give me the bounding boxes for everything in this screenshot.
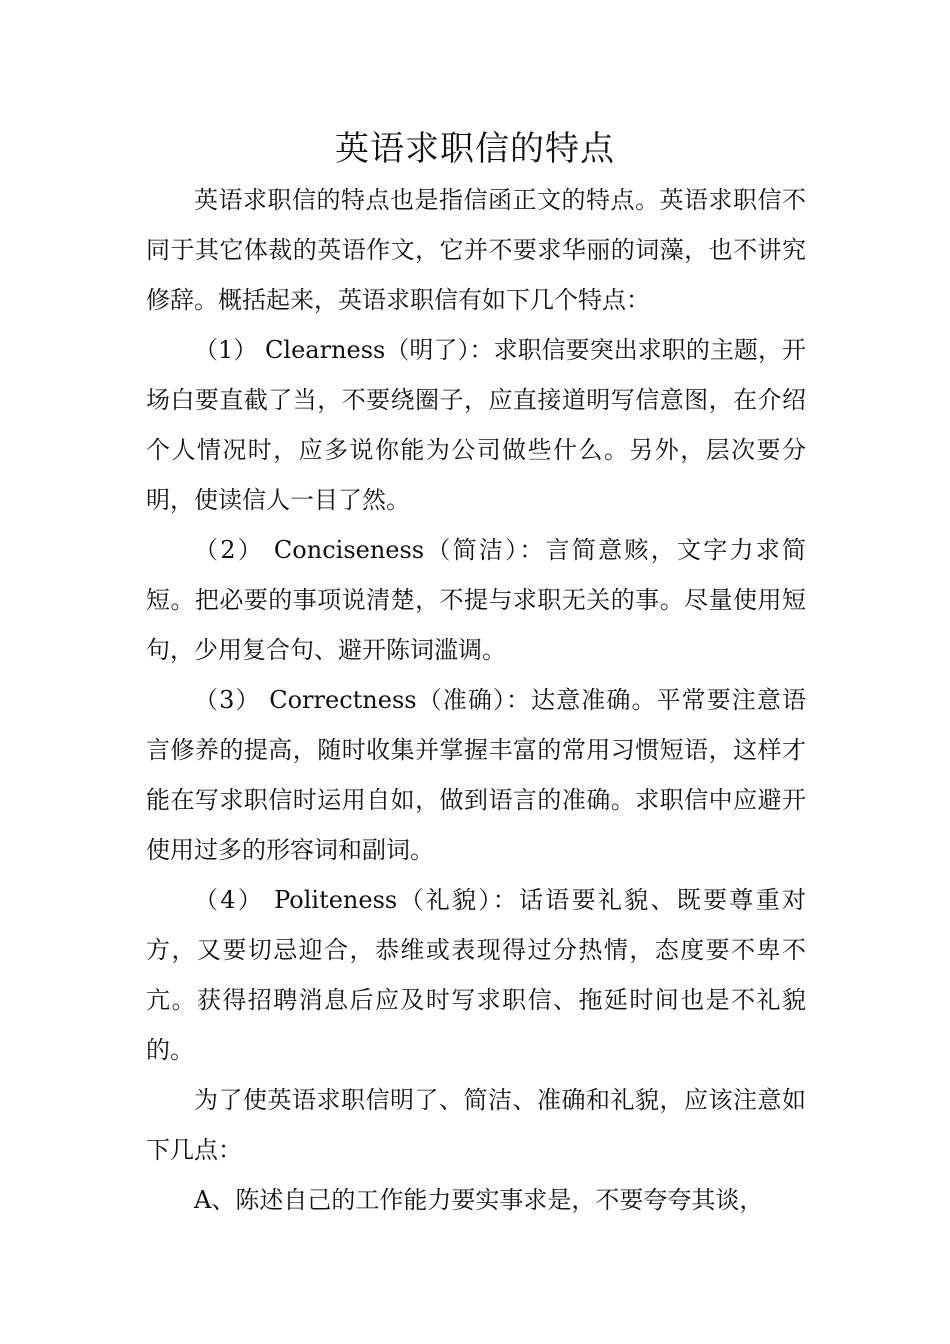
paragraph-correctness: （3） Correctness（准确）：达意准确。平常要注意语言修养的提高，随时收集并掌握丰富的常用习惯短语，这样才能在写求职信时运用自如，做到语言的准确。求职信中应避开使用过多的形容词和副词。 — [146, 686, 806, 864]
document-title: 英语求职信的特点 — [335, 129, 615, 169]
paragraph-tip-a: A、陈述自己的工作能力要实事求是，不要夸夸其谈， — [194, 1186, 764, 1214]
document-body — [146, 175, 806, 1225]
paragraph-intro: 英语求职信的特点也是指信函正文的特点。英语求职信不同于其它体裁的英语作文，它并不要求华丽的词藻，也不讲究修辞。概括起来，英语求职信有如下几个特点： — [146, 186, 806, 314]
paragraph-tips-intro: 为了使英语求职信明了、简洁、准确和礼貌，应该注意如下几点： — [146, 1086, 806, 1164]
paragraph-clearness: （1） Clearness（明了）：求职信要突出求职的主题，开场白要直截了当，不要绕圈子，应直接道明写信意图，在介绍个人情况时，应多说你能为公司做些什么。另外，层次要分明，使读信人一目了然。 — [146, 336, 806, 514]
paragraph-conciseness: （2） Conciseness（简洁）：言简意赅，文字力求简短。把必要的事项说清楚，不提与求职无关的事。尽量使用短句，少用复合句、避开陈词滥调。 — [146, 536, 806, 664]
paragraph-politeness: （4） Politeness（礼貌）：话语要礼貌、既要尊重对方，又要切忌迎合，恭维或表现得过分热情，态度要不卑不亢。获得招聘消息后应及时写求职信、拖延时间也是不礼貌的。 — [146, 886, 806, 1064]
